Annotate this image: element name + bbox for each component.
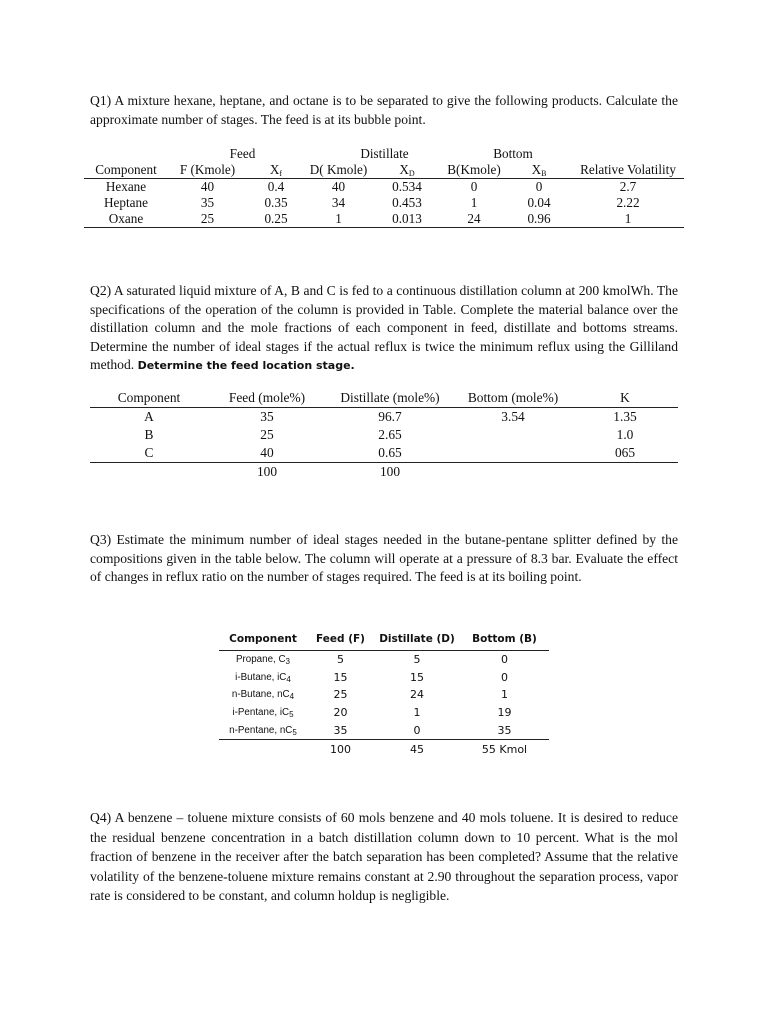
col-component: Component: [219, 628, 307, 651]
col-component: Component: [84, 162, 168, 179]
q4-text: Q4) A benzene – toluene mixture consists of 60 mols benzene and 40 mols toluene. It is desired to reduce the residual benzene concentration in a batch distillation column down to 10 percent. What is the mol fraction of benzene in the receiver after the batch separation has been completed? Assume that the relative volatility of the benzene-toluene mixture remains constant at 2.90 throughout the separation process, vapor rate is considered to be constant, and column holdup is negligible.: [90, 810, 678, 904]
q3-text: Q3) Estimate the minimum number of ideal stages needed in the butane-pentane splitter defined by the compositions given in the table below. The column will operate at a pressure of 8.3 bar. Evaluate the effect of changes in reflux ratio on the number of stages required. The feed is at its boiling point.: [90, 532, 678, 585]
col-d: D( Kmole): [305, 162, 372, 179]
table-row: i-Butane, $iC_4$ 15 15 0: [235, 670, 508, 684]
col-bottom: Bottom (mole%): [454, 389, 572, 408]
table-row: n-Butane, $nC_4$ 25 24 1: [231, 688, 508, 702]
distillate-group-header: Distillate: [360, 146, 409, 161]
col-feed: Feed (mole%): [208, 389, 326, 408]
col-distillate: Distillate (mole%): [326, 389, 454, 408]
table-row: Heptane 35 0.35 34 0.453 1 0.04 2.22: [104, 195, 640, 210]
totals-row: 100 45 55 Kmol: [330, 743, 528, 757]
table-row: Hexane 40 0.4 40 0.534 0 0 2.7: [105, 179, 637, 194]
q2-bold-text: Determine the feed location stage.: [137, 359, 355, 373]
col-k: K: [572, 389, 678, 408]
q2-table: [90, 389, 678, 481]
col-xb: $X_B$: [506, 162, 572, 179]
q2-text: Q2) A saturated liquid mixture of A, B and C is fed to a continuous distillation column at 200 kmolWh. The specifications of the operation of the column is provided in Table. Complete the material balance over the distillation column and the mole fractions of each component in feed, distillate and bottoms streams. Determine the number of ideal stages if the actual reflux is twice the minimum reflux using the Gilliland method. Determine the feed location stage.: [90, 283, 678, 373]
totals-row: 100 100: [256, 464, 401, 479]
col-xf: $X_f$: [247, 162, 305, 179]
feed-group-header: Feed: [229, 146, 256, 161]
col-bottom: Bottom (B): [460, 628, 549, 651]
col-b: B(Kmole): [442, 162, 506, 179]
table-row: Propane, $C_3$ 5 5 0: [235, 653, 508, 667]
table-row: Oxane 25 0.25 1 0.013 24 0.96 1: [84, 211, 684, 228]
bottom-group-header: Bottom: [493, 146, 533, 161]
q1-text: Q1) A mixture hexane, heptane, and octane is to be separated to give the following products. Calculate the approximate number of stages. The feed is at its bubble point.: [90, 93, 678, 127]
col-relative-volatility: Relative Volatility: [572, 162, 684, 179]
col-f: F (Kmole): [168, 162, 247, 179]
table-row: n-Pentane, $nC_5$ 35 0 35: [219, 721, 549, 739]
table-row: B 25 2.65 1.0: [144, 427, 634, 442]
q3-table: [219, 628, 549, 760]
table-row: C 40 0.65 065: [90, 444, 678, 463]
col-feed: Feed (F): [307, 628, 374, 651]
table-row: A 35 96.7 3.54 1.35: [144, 409, 637, 424]
col-distillate: Distillate (D): [374, 628, 460, 651]
col-component: Component: [90, 389, 208, 408]
table-row: i-Pentane, $iC_5$ 20 1 19: [232, 706, 512, 720]
q1-table: [84, 146, 684, 228]
col-xd: $X_D$: [372, 162, 442, 179]
